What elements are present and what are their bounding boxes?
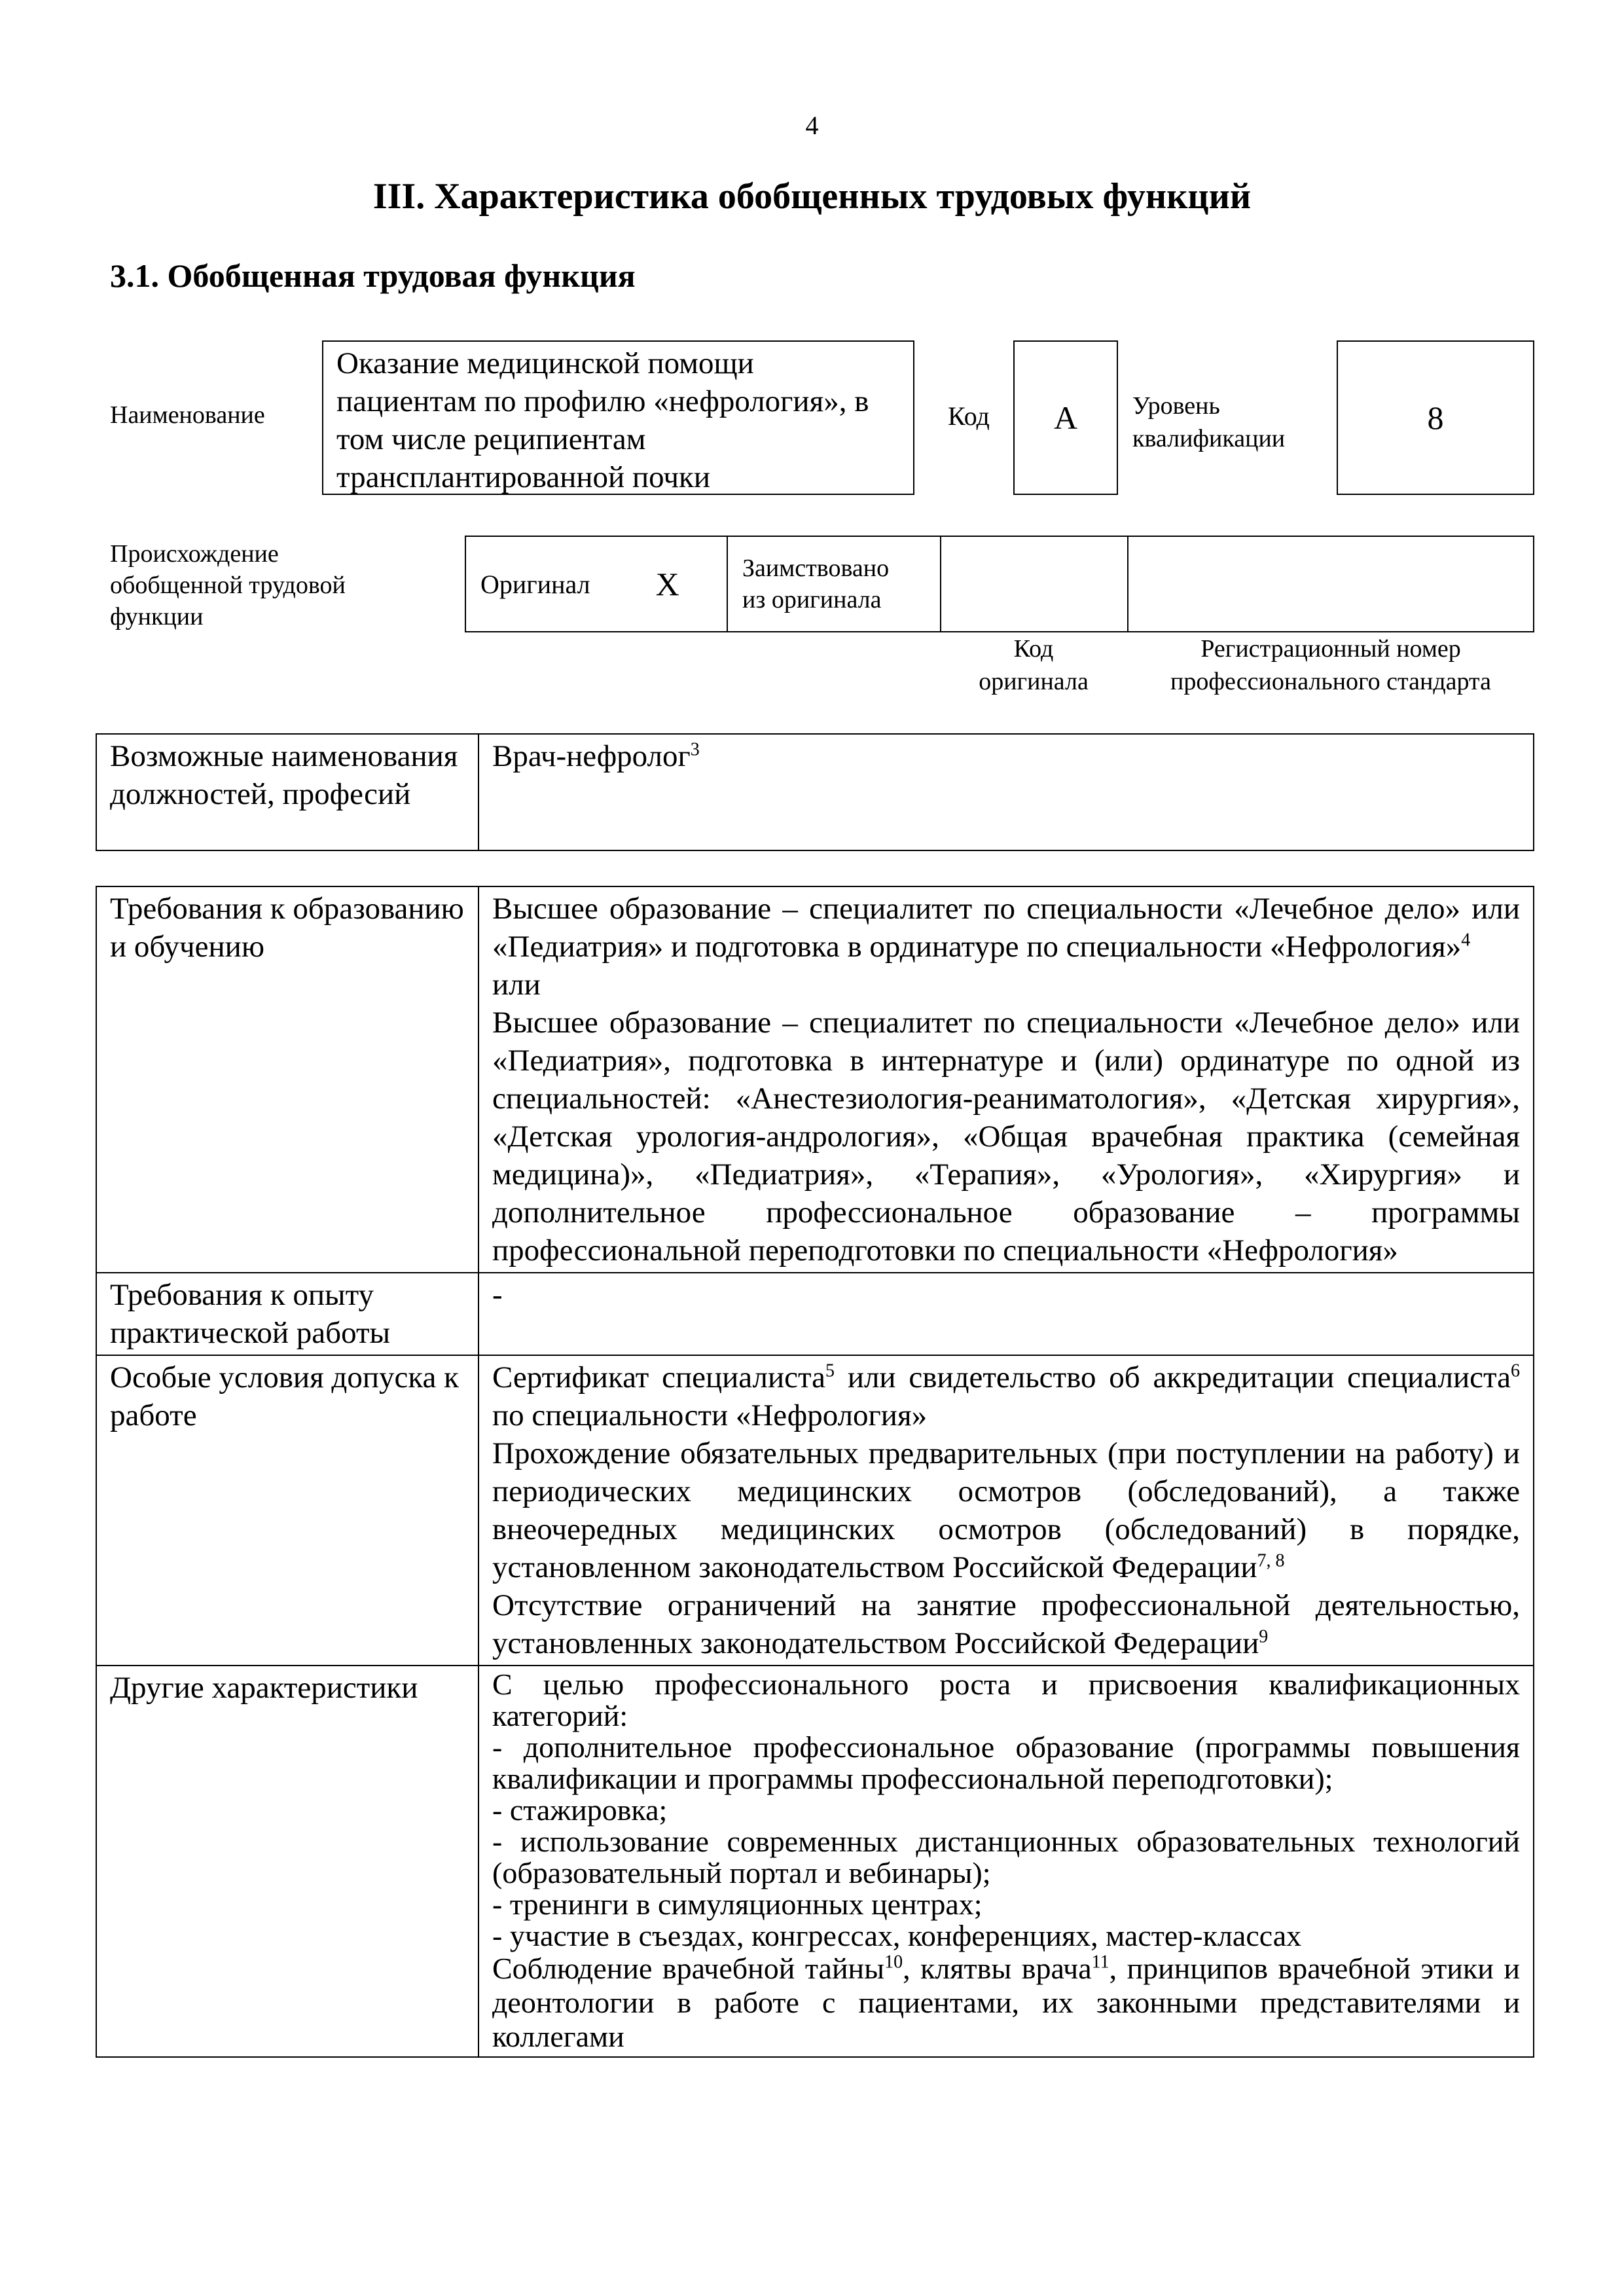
origin-label-line2: обобщенной трудовой: [110, 572, 346, 599]
original-code-cell: [941, 537, 1128, 631]
positions-value: [478, 734, 1534, 850]
table-row: [96, 1273, 1534, 1355]
list-item: - использование современных дистанционных образовательных технологий (образовательный портал и вебинары);: [492, 1825, 1520, 1889]
experience-label: Требования к опыту практической работы: [96, 1273, 478, 1355]
origin-label-line1: Происхождение: [110, 540, 279, 568]
experience-value: -: [478, 1273, 1534, 1355]
other-value: [478, 1666, 1534, 2057]
table-row: [96, 1666, 1534, 2057]
code-label: Код: [948, 401, 990, 431]
borrowed-cell: [728, 537, 941, 631]
positions-table: [96, 733, 1534, 851]
other-label: Другие характеристики: [96, 1666, 478, 2057]
level-label-line1: Уровень: [1132, 392, 1220, 420]
admission-text: Отсутствие ограничений на занятие профессиональной деятельностью, установленных законодательством Российской Федерации: [492, 1588, 1520, 1660]
registration-caption-line2: профессионального стандарта: [1170, 668, 1491, 695]
admission-label: Особые условия допуска к работе: [96, 1355, 478, 1666]
positions-label: Возможные наименования должностей, професий: [96, 734, 478, 850]
education-value: [478, 886, 1534, 1273]
admission-text: Сертификат специалиста: [492, 1360, 825, 1394]
qualification-level-box: 8: [1337, 340, 1534, 495]
admission-text: по специальности «Нефрология»: [492, 1398, 928, 1432]
education-label: Требования к образованию и обучению: [96, 886, 478, 1273]
other-text: Соблюдение врачебной тайны: [492, 1952, 885, 1985]
admission-text: Прохождение обязательных предварительных (при поступлении на работу) и периодических медицинских осмотров (обследований), а также внеочередных медицинских осмотров (обследований) в порядке, установленном законодательством Российской Федерации: [492, 1436, 1520, 1584]
table-row: [96, 1355, 1534, 1666]
footnote-ref: 7, 8: [1257, 1550, 1285, 1571]
origin-label-line3: функции: [110, 603, 204, 630]
footnote-ref: 6: [1511, 1360, 1521, 1381]
education-or: или: [492, 968, 541, 1002]
footnote-ref: 4: [1461, 930, 1471, 951]
code-value-box: А: [1013, 340, 1118, 495]
original-mark: X: [655, 566, 679, 602]
registration-caption-line1: Регистрационный номер: [1200, 635, 1461, 663]
list-item: - тренинги в симуляционных центрах;: [492, 1887, 983, 1921]
borrowed-label-line2: из оригинала: [742, 586, 882, 613]
footnote-ref: 9: [1259, 1626, 1269, 1647]
education-paragraph-2: Высшее образование – специалитет по специальности «Лечебное дело» или «Педиатрия», подготовка в интернатуре и (или) ординатуре по одной из специальностей: «Анестезиология-реаниматология», «Детская хирургия», «Детская урология-андрология», «Общая врачебная практика (семейная медицина)», «Педиатрия», «Терапия», «Урология», «Хирургия» и дополнительное профессиональное образование – программы профессиональной переподготовки по специальности «Нефрология»: [492, 1006, 1520, 1267]
position-title: Врач-нефролог: [492, 739, 691, 773]
footnote-ref: 11: [1091, 1952, 1110, 1973]
qualification-level-label: [1132, 390, 1285, 455]
requirements-table: [96, 886, 1534, 2058]
level-label-line2: квалификации: [1132, 425, 1286, 452]
original-code-caption-line2: оригинала: [979, 668, 1089, 695]
other-intro: С целью профессионального роста и присвоения квалификационных категорий:: [492, 1667, 1520, 1732]
subsection-title: 3.1. Обобщенная трудовая функция: [110, 257, 636, 294]
list-item: - дополнительное профессиональное образование (программы повышения квалификации и программы профессиональной переподготовки);: [492, 1730, 1520, 1795]
admission-text: или свидетельство об аккредитации специалиста: [835, 1360, 1511, 1394]
borrowed-label-line1: Заимствовано: [742, 555, 890, 582]
name-label: Наименование: [110, 401, 265, 429]
list-item: - участие в съездах, конгрессах, конференциях, мастер-классах: [492, 1919, 1302, 1952]
footnote-ref: 10: [884, 1952, 903, 1973]
original-cell: [466, 537, 728, 631]
registration-number-cell: [1128, 537, 1533, 631]
education-paragraph-1: Высшее образование – специалитет по специальности «Лечебное дело» или «Педиатрия» и подготовка в ординатуре по специальности «Нефрология»: [492, 892, 1520, 964]
footnote-ref: 5: [825, 1360, 835, 1381]
section-title: III. Характеристика обобщенных трудовых функций: [372, 176, 1252, 217]
registration-number-caption: [1127, 632, 1534, 698]
admission-value: [478, 1355, 1534, 1666]
original-code-caption-line1: Код: [1013, 635, 1054, 663]
footnote-ref: 3: [690, 739, 700, 760]
origin-label: [110, 538, 346, 632]
origin-table: [465, 536, 1534, 632]
other-text: , клятвы врача: [903, 1952, 1092, 1985]
list-item: - стажировка;: [492, 1793, 668, 1827]
table-row: [96, 734, 1534, 850]
function-name-box: Оказание медицинской помощи пациентам по профилю «нефрология», в том числе реципиентам трансплантированной почки: [322, 340, 914, 495]
other-text: , принципов врачебной этики и деонтологии в работе с пациентами, их законными представителями и коллегами: [492, 1952, 1520, 2053]
page-number: 4: [805, 111, 819, 140]
original-code-caption: [940, 632, 1127, 698]
original-label: Оригинал: [480, 569, 590, 599]
table-row: [96, 886, 1534, 1273]
